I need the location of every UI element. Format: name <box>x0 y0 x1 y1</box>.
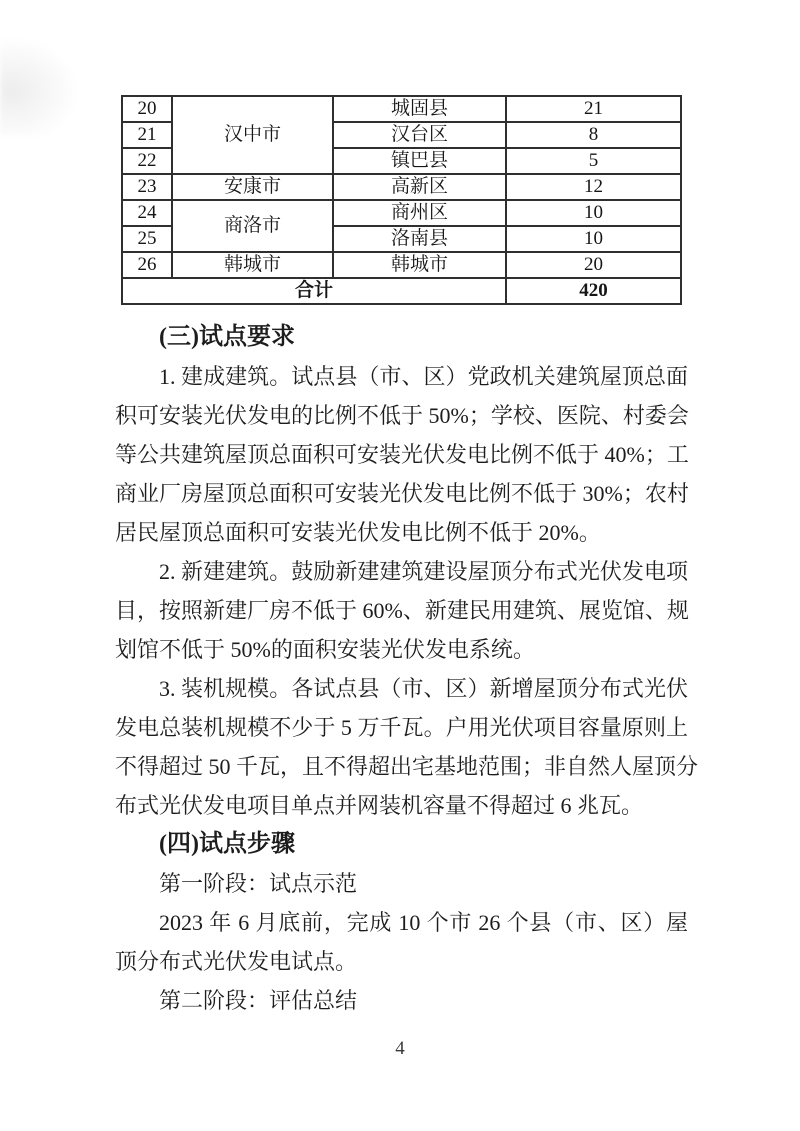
body-line: 不得超过 50 千瓦，且不得超出宅基地范围；非自然人屋顶分 <box>115 754 699 779</box>
city-cell: 韩城市 <box>172 252 333 278</box>
city-cell: 汉中市 <box>172 96 333 174</box>
table-row <box>122 200 681 226</box>
body-line: 1. 建成建筑。试点县（市、区）党政机关建筑屋顶总面 <box>159 364 688 389</box>
row-number-cell: 26 <box>122 252 172 278</box>
total-label-cell: 合计 <box>122 278 506 304</box>
body-line: 划馆不低于 50%的面积安装光伏发电系统。 <box>115 637 535 662</box>
body-line: 积可安装光伏发电的比例不低于 50%；学校、医院、村委会 <box>115 403 689 428</box>
body-line: 3. 装机规模。各试点县（市、区）新增屋顶分布式光伏 <box>159 676 688 701</box>
county-cell: 韩城市 <box>333 252 506 278</box>
value-cell: 10 <box>506 200 681 226</box>
scan-artifact <box>0 36 80 136</box>
table-row <box>122 174 681 200</box>
value-cell: 5 <box>506 148 681 174</box>
body-line: 发电总装机规模不少于 5 万千瓦。户用光伏项目容量原则上 <box>115 715 688 740</box>
row-number-cell: 25 <box>122 226 172 252</box>
county-cell: 商州区 <box>333 200 506 226</box>
county-cell: 镇巴县 <box>333 148 506 174</box>
county-cell: 城固县 <box>333 96 506 122</box>
body-line: 目，按照新建厂房不低于 60%、新建民用建筑、展览馆、规 <box>115 598 689 623</box>
table-row <box>122 96 681 122</box>
county-cell: 汉台区 <box>333 122 506 148</box>
row-number-cell: 22 <box>122 148 172 174</box>
body-line: 2. 新建建筑。鼓励新建建筑建设屋顶分布式光伏发电项 <box>159 559 688 584</box>
pilot-table-footer <box>122 278 681 304</box>
body-line: 布式光伏发电项目单点并网装机容量不得超过 6 兆瓦。 <box>115 793 644 818</box>
row-number-cell: 21 <box>122 122 172 148</box>
section-heading: (四)试点步骤 <box>159 831 295 857</box>
pilot-table <box>121 95 682 305</box>
document-body <box>115 318 699 1020</box>
value-cell: 21 <box>506 96 681 122</box>
page-number: 4 <box>395 1038 405 1059</box>
row-number-cell: 23 <box>122 174 172 200</box>
value-cell: 8 <box>506 122 681 148</box>
county-cell: 洛南县 <box>333 226 506 252</box>
row-number-cell: 24 <box>122 200 172 226</box>
table-row <box>122 252 681 278</box>
row-number-cell: 20 <box>122 96 172 122</box>
county-cell: 高新区 <box>333 174 506 200</box>
body-line: 居民屋顶总面积可安装光伏发电比例不低于 20%。 <box>115 520 601 545</box>
section-heading: (三)试点要求 <box>159 324 295 350</box>
body-line: 第二阶段：评估总结 <box>159 988 358 1013</box>
city-cell: 安康市 <box>172 174 333 200</box>
body-line: 顶分布式光伏发电试点。 <box>115 949 358 974</box>
body-line: 商业厂房屋顶总面积可安装光伏发电比例不低于 30%；农村 <box>115 481 689 506</box>
pilot-table-wrap <box>121 95 680 305</box>
pilot-table-body <box>122 96 681 278</box>
city-cell: 商洛市 <box>172 200 333 252</box>
total-value-cell: 420 <box>506 278 681 304</box>
body-line: 2023 年 6 月底前，完成 10 个市 26 个县（市、区）屋 <box>159 910 688 935</box>
value-cell: 12 <box>506 174 681 200</box>
body-line: 等公共建筑屋顶总面积可安装光伏发电比例不低于 40%；工 <box>115 442 689 467</box>
value-cell: 10 <box>506 226 681 252</box>
body-line: 第一阶段：试点示范 <box>159 871 358 896</box>
table-total-row <box>122 278 681 304</box>
value-cell: 20 <box>506 252 681 278</box>
